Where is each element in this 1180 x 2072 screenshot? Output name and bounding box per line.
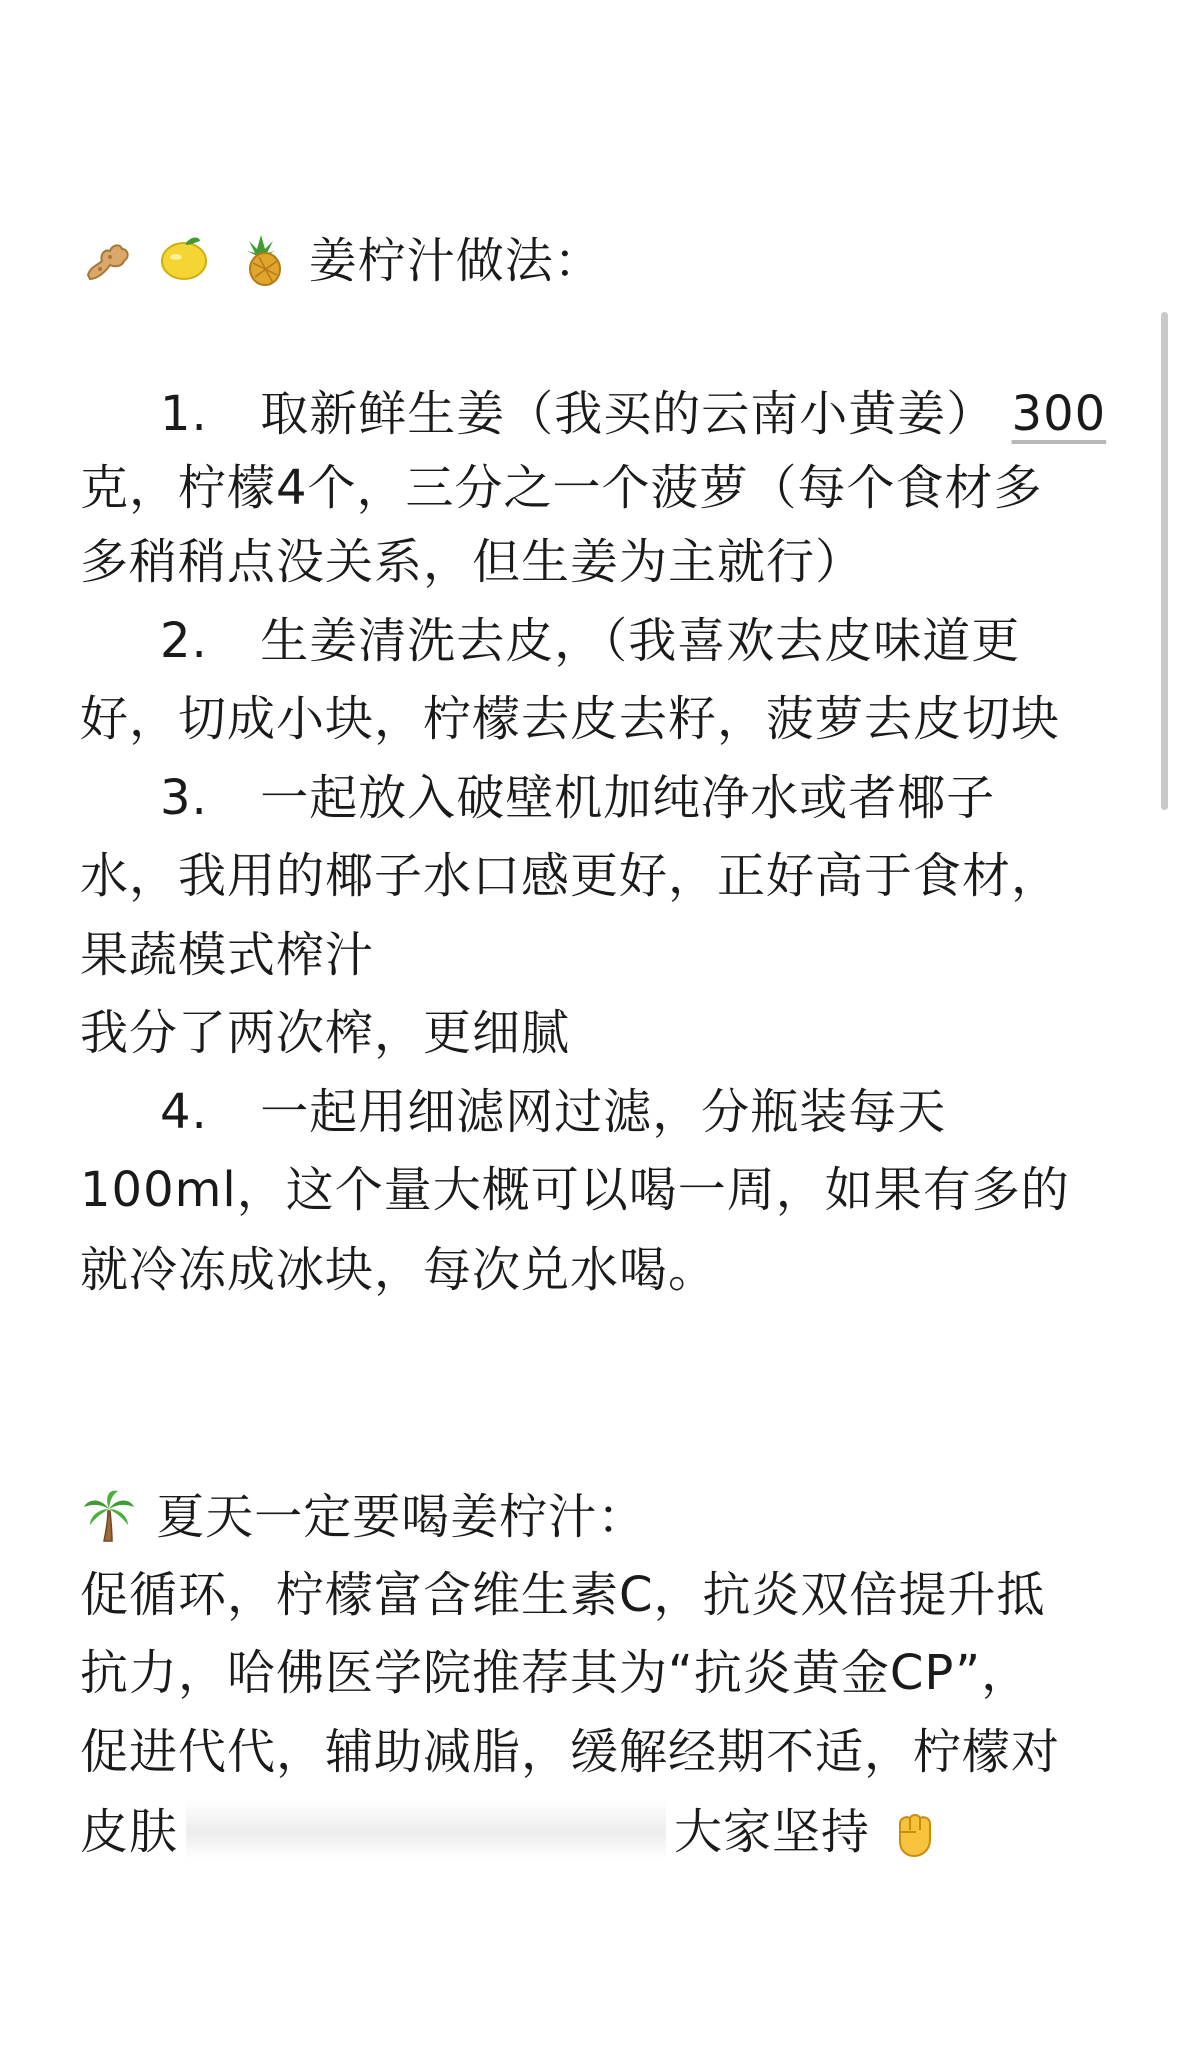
benefit-text-start: 皮肤	[80, 1804, 179, 1860]
ginger-icon	[80, 231, 136, 287]
step-text-line: 就冷冻成冰块，每次兑水喝。	[80, 1242, 718, 1298]
section-heading-benefits-text: 夏天一定要喝姜柠汁：	[156, 1489, 647, 1545]
step-1	[160, 384, 1106, 444]
section-heading-recipe	[80, 231, 603, 291]
step-text-line: 好，切成小块，柠檬去皮去籽，菠萝去皮切块	[80, 691, 1061, 747]
palm-tree-icon	[80, 1487, 136, 1543]
step-4	[160, 1082, 946, 1142]
step-text-line: 克，柠檬4个，三分之一个菠萝（每个食材多	[80, 460, 1043, 516]
benefit-last-line	[80, 1800, 946, 1862]
step-3	[160, 768, 995, 828]
benefit-text-line: 促进代代，辅助减脂，缓解经期不适，柠檬对	[80, 1724, 1061, 1780]
step-text: 生姜清洗去皮，（我喜欢去皮味道更	[260, 613, 1021, 669]
lemon-icon	[156, 231, 212, 287]
step-number: 2.	[160, 613, 208, 669]
step-text: 一起放入破壁机加纯净水或者椰子	[260, 770, 996, 826]
step-text-line: 果蔬模式榨汁	[80, 927, 375, 983]
step-text: 一起用细滤网过滤，分瓶装每天	[260, 1084, 947, 1140]
step-2	[160, 611, 1020, 671]
section-heading-benefits	[80, 1487, 646, 1547]
benefit-text-line: 促循环，柠檬富含维生素C，抗炎双倍提升抵	[80, 1567, 1046, 1623]
benefit-text-line: 抗力，哈佛医学院推荐其为“抗炎黄金CP”，	[80, 1645, 1031, 1701]
step-text-line: 我分了两次榨，更细腻	[80, 1005, 571, 1061]
step-text-line: 水，我用的椰子水口感更好，正好高于食材，	[80, 848, 1061, 904]
step-number: 4.	[160, 1084, 208, 1140]
step-text: 取新鲜生姜（我买的云南小黄姜）	[260, 386, 996, 442]
step-amount-link[interactable]: 300	[1011, 386, 1107, 442]
scrollbar[interactable]	[1161, 312, 1168, 810]
step-number: 3.	[160, 770, 208, 826]
raised-fist-icon	[886, 1802, 942, 1858]
pineapple-icon	[233, 231, 289, 287]
section-heading-recipe-text: 姜柠汁做法：	[308, 233, 603, 289]
step-text-line: 100ml，这个量大概可以喝一周，如果有多的	[80, 1162, 1070, 1218]
benefit-text-end: 大家坚持	[674, 1804, 871, 1860]
redacted-text-blur	[186, 1800, 666, 1860]
step-number: 1.	[160, 386, 208, 442]
step-text-line: 多稍稍点没关系，但生姜为主就行）	[80, 534, 865, 590]
